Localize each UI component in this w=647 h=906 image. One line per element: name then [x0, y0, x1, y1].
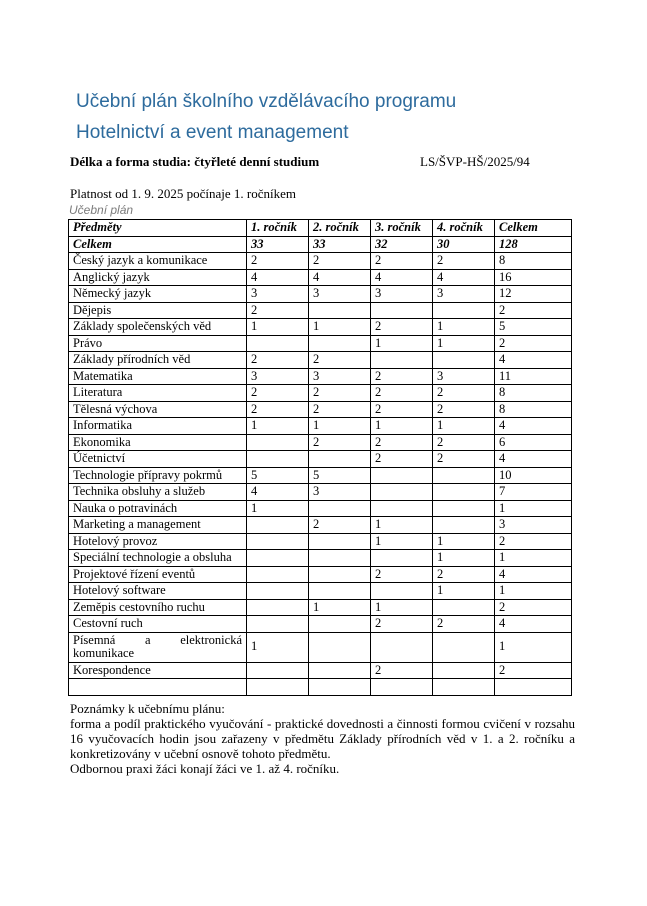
- table-row: [69, 434, 572, 451]
- table-row: [69, 368, 572, 385]
- value-cell-year4: 2: [433, 401, 495, 418]
- value-cell-year1: [247, 533, 309, 550]
- table-row: [69, 253, 572, 270]
- subject-cell: Základy přírodních věd: [69, 352, 247, 369]
- value-cell-total: 10: [495, 467, 572, 484]
- table-row: [69, 335, 572, 352]
- value-cell-year1: 3: [247, 286, 309, 303]
- value-cell-year4: 3: [433, 286, 495, 303]
- notes-heading: Poznámky k učebnímu plánu:: [70, 700, 225, 716]
- value-cell-year2: 2: [309, 352, 371, 369]
- value-cell-year4: [433, 302, 495, 319]
- col-header-year1: 1. ročník: [247, 220, 309, 237]
- value-cell-total: 6: [495, 434, 572, 451]
- value-cell-year4: [433, 352, 495, 369]
- value-cell-year3: [371, 467, 433, 484]
- subject-cell: Zeměpis cestovního ruchu: [69, 599, 247, 616]
- value-cell-total: 1: [495, 500, 572, 517]
- value-cell-year1: [247, 517, 309, 534]
- value-cell-year2: 5: [309, 467, 371, 484]
- subject-cell: Technologie přípravy pokrmů: [69, 467, 247, 484]
- value-cell-year2: [309, 583, 371, 600]
- value-cell-year3: 2: [371, 566, 433, 583]
- document-number: LS/ŠVP-HŠ/2025/94: [420, 154, 530, 169]
- subject-cell: Hotelový software: [69, 583, 247, 600]
- table-row: [69, 533, 572, 550]
- col-header-year2: 2. ročník: [309, 220, 371, 237]
- table-row: [69, 566, 572, 583]
- total-all: 128: [495, 236, 572, 253]
- table-row: [69, 319, 572, 336]
- value-cell-total: 4: [495, 616, 572, 633]
- value-cell-total: [495, 679, 572, 696]
- value-cell-total: 2: [495, 662, 572, 679]
- value-cell-year2: 2: [309, 434, 371, 451]
- value-cell-year4: [433, 467, 495, 484]
- study-form-label: Délka a forma studia: čtyřleté denní studium: [70, 154, 320, 169]
- subject-cell: Matematika: [69, 368, 247, 385]
- value-cell-year3: 1: [371, 533, 433, 550]
- notes-paragraph-2: Odbornou praxi žáci konají žáci ve 1. až 4. ročníku.: [70, 760, 340, 776]
- subject-cell: Základy společenských věd: [69, 319, 247, 336]
- value-cell-year1: 4: [247, 269, 309, 286]
- subject-cell: Německý jazyk: [69, 286, 247, 303]
- value-cell-year4: [433, 517, 495, 534]
- subject-cell: Marketing a management: [69, 517, 247, 534]
- value-cell-total: 3: [495, 517, 572, 534]
- table-row: [69, 352, 572, 369]
- value-cell-year4: 1: [433, 319, 495, 336]
- value-cell-year1: 4: [247, 484, 309, 501]
- subject-cell: Hotelový provoz: [69, 533, 247, 550]
- value-cell-year3: 1: [371, 517, 433, 534]
- value-cell-year2: 4: [309, 269, 371, 286]
- value-cell-year1: [247, 616, 309, 633]
- value-cell-year1: 2: [247, 302, 309, 319]
- value-cell-year1: [247, 662, 309, 679]
- document-title-line1: Učební plán školního vzdělávacího programu: [76, 91, 457, 112]
- subject-cell: Cestovní ruch: [69, 616, 247, 633]
- value-cell-year3: 2: [371, 451, 433, 468]
- value-cell-year2: 1: [309, 418, 371, 435]
- value-cell-total: 1: [495, 583, 572, 600]
- value-cell-year1: 1: [247, 418, 309, 435]
- total-year2: 33: [309, 236, 371, 253]
- value-cell-year2: 3: [309, 286, 371, 303]
- table-row: [69, 418, 572, 435]
- value-cell-year2: [309, 335, 371, 352]
- subject-cell: Technika obsluhy a služeb: [69, 484, 247, 501]
- value-cell-year3: 2: [371, 616, 433, 633]
- value-cell-total: 12: [495, 286, 572, 303]
- value-cell-total: 1: [495, 632, 572, 662]
- table-row: [69, 451, 572, 468]
- value-cell-year1: 2: [247, 385, 309, 402]
- document-title: [76, 86, 577, 148]
- value-cell-year4: [433, 500, 495, 517]
- value-cell-total: 2: [495, 302, 572, 319]
- table-row: [69, 500, 572, 517]
- value-cell-year1: 2: [247, 352, 309, 369]
- table-row: [69, 385, 572, 402]
- value-cell-year2: [309, 662, 371, 679]
- value-cell-year1: 2: [247, 253, 309, 270]
- table-row: [69, 467, 572, 484]
- value-cell-year4: 3: [433, 368, 495, 385]
- value-cell-year1: [247, 566, 309, 583]
- value-cell-year4: [433, 484, 495, 501]
- value-cell-total: 2: [495, 599, 572, 616]
- value-cell-total: 4: [495, 418, 572, 435]
- subject-cell: Písemná a elektronická komunikace: [69, 632, 247, 662]
- value-cell-year3: [371, 632, 433, 662]
- value-cell-year2: 3: [309, 484, 371, 501]
- subject-cell: Informatika: [69, 418, 247, 435]
- value-cell-year4: 1: [433, 533, 495, 550]
- table-row: [69, 662, 572, 679]
- value-cell-year4: 1: [433, 550, 495, 567]
- col-header-total: Celkem: [495, 220, 572, 237]
- value-cell-year1: [247, 599, 309, 616]
- table-row: [69, 302, 572, 319]
- value-cell-year4: 2: [433, 451, 495, 468]
- table-total-row: [69, 236, 572, 253]
- value-cell-total: 1: [495, 550, 572, 567]
- value-cell-year4: 4: [433, 269, 495, 286]
- value-cell-year2: 3: [309, 368, 371, 385]
- value-cell-total: 4: [495, 566, 572, 583]
- value-cell-year4: 2: [433, 385, 495, 402]
- validity-note: Platnost od 1. 9. 2025 počínaje 1. ročníkem: [70, 186, 297, 201]
- subject-cell: Anglický jazyk: [69, 269, 247, 286]
- value-cell-total: 8: [495, 401, 572, 418]
- value-cell-year4: [433, 632, 495, 662]
- value-cell-year2: [309, 500, 371, 517]
- value-cell-year2: 2: [309, 517, 371, 534]
- table-row: [69, 616, 572, 633]
- value-cell-year3: 1: [371, 599, 433, 616]
- notes-section: [68, 701, 575, 776]
- value-cell-total: 11: [495, 368, 572, 385]
- table-row: [69, 517, 572, 534]
- value-cell-year2: [309, 550, 371, 567]
- value-cell-year2: [309, 632, 371, 662]
- total-year4: 30: [433, 236, 495, 253]
- value-cell-year2: [309, 566, 371, 583]
- subject-cell: Tělesná výchova: [69, 401, 247, 418]
- value-cell-year3: 1: [371, 418, 433, 435]
- value-cell-year4: [433, 679, 495, 696]
- value-cell-year4: 1: [433, 418, 495, 435]
- value-cell-year1: [247, 335, 309, 352]
- value-cell-year3: 4: [371, 269, 433, 286]
- value-cell-year4: 2: [433, 616, 495, 633]
- value-cell-year3: [371, 302, 433, 319]
- table-row: [69, 550, 572, 567]
- value-cell-year4: 2: [433, 253, 495, 270]
- total-year3: 32: [371, 236, 433, 253]
- value-cell-year3: 2: [371, 368, 433, 385]
- table-row: [69, 599, 572, 616]
- study-meta-row: [70, 154, 577, 170]
- value-cell-year3: [371, 352, 433, 369]
- value-cell-year3: 2: [371, 385, 433, 402]
- value-cell-year1: 1: [247, 500, 309, 517]
- table-row: [69, 484, 572, 501]
- value-cell-year1: [247, 679, 309, 696]
- value-cell-year1: [247, 434, 309, 451]
- value-cell-total: 2: [495, 335, 572, 352]
- value-cell-year2: [309, 616, 371, 633]
- value-cell-year4: 1: [433, 335, 495, 352]
- value-cell-year1: 1: [247, 319, 309, 336]
- value-cell-year1: [247, 451, 309, 468]
- value-cell-year4: [433, 599, 495, 616]
- subject-cell: Český jazyk a komunikace: [69, 253, 247, 270]
- value-cell-year3: 2: [371, 434, 433, 451]
- subject-cell: Dějepis: [69, 302, 247, 319]
- value-cell-total: 7: [495, 484, 572, 501]
- notes-paragraph-1: forma a podíl praktického vyučování - praktické dovednosti a činnosti formou cvičení v rozsahu 16 vyučovacích hodin jsou zařazeny v předmětu Základy přírodních věd v 1. a 2. ročníku a konkretizovány v učební osnově tohoto předmětu.: [70, 715, 575, 761]
- value-cell-year2: 1: [309, 319, 371, 336]
- value-cell-year3: [371, 583, 433, 600]
- table-row: [69, 632, 572, 662]
- subject-cell: Speciální technologie a obsluha: [69, 550, 247, 567]
- value-cell-total: 4: [495, 352, 572, 369]
- value-cell-total: 2: [495, 533, 572, 550]
- col-header-year3: 3. ročník: [371, 220, 433, 237]
- value-cell-year2: 2: [309, 401, 371, 418]
- value-cell-year2: [309, 302, 371, 319]
- subject-cell: Korespondence: [69, 662, 247, 679]
- value-cell-year2: [309, 679, 371, 696]
- value-cell-total: 8: [495, 385, 572, 402]
- value-cell-year1: 2: [247, 401, 309, 418]
- subject-cell: [69, 679, 247, 696]
- document-title-line2: Hotelnictví a event management: [76, 122, 349, 143]
- total-year1: 33: [247, 236, 309, 253]
- value-cell-year1: [247, 550, 309, 567]
- value-cell-year3: 2: [371, 319, 433, 336]
- value-cell-total: 5: [495, 319, 572, 336]
- value-cell-year1: 3: [247, 368, 309, 385]
- value-cell-year4: 2: [433, 434, 495, 451]
- col-header-subjects: Předměty: [69, 220, 247, 237]
- subject-cell: Ekonomika: [69, 434, 247, 451]
- subject-cell: Nauka o potravinách: [69, 500, 247, 517]
- value-cell-year4: [433, 662, 495, 679]
- value-cell-year3: 2: [371, 253, 433, 270]
- total-row-label: Celkem: [69, 236, 247, 253]
- table-row: [69, 286, 572, 303]
- table-row: [69, 679, 572, 696]
- value-cell-year3: 2: [371, 662, 433, 679]
- table-caption: Učební plán: [69, 203, 134, 217]
- value-cell-year3: 3: [371, 286, 433, 303]
- value-cell-year4: 1: [433, 583, 495, 600]
- value-cell-year2: 2: [309, 385, 371, 402]
- subject-cell: Literatura: [69, 385, 247, 402]
- col-header-year4: 4. ročník: [433, 220, 495, 237]
- table-row: [69, 401, 572, 418]
- value-cell-total: 4: [495, 451, 572, 468]
- subject-cell: Projektové řízení eventů: [69, 566, 247, 583]
- table-header-row: [69, 220, 572, 237]
- value-cell-total: 16: [495, 269, 572, 286]
- value-cell-year1: 5: [247, 467, 309, 484]
- value-cell-total: 8: [495, 253, 572, 270]
- value-cell-year2: 2: [309, 253, 371, 270]
- value-cell-year4: 2: [433, 566, 495, 583]
- subject-cell: Účetnictví: [69, 451, 247, 468]
- subject-cell: Právo: [69, 335, 247, 352]
- value-cell-year2: [309, 451, 371, 468]
- value-cell-year1: 1: [247, 632, 309, 662]
- value-cell-year3: 1: [371, 335, 433, 352]
- table-row: [69, 269, 572, 286]
- value-cell-year1: [247, 583, 309, 600]
- curriculum-table: [68, 219, 572, 696]
- value-cell-year2: 1: [309, 599, 371, 616]
- value-cell-year3: [371, 550, 433, 567]
- value-cell-year3: 2: [371, 401, 433, 418]
- value-cell-year2: [309, 533, 371, 550]
- table-row: [69, 583, 572, 600]
- value-cell-year3: [371, 500, 433, 517]
- value-cell-year3: [371, 484, 433, 501]
- value-cell-year3: [371, 679, 433, 696]
